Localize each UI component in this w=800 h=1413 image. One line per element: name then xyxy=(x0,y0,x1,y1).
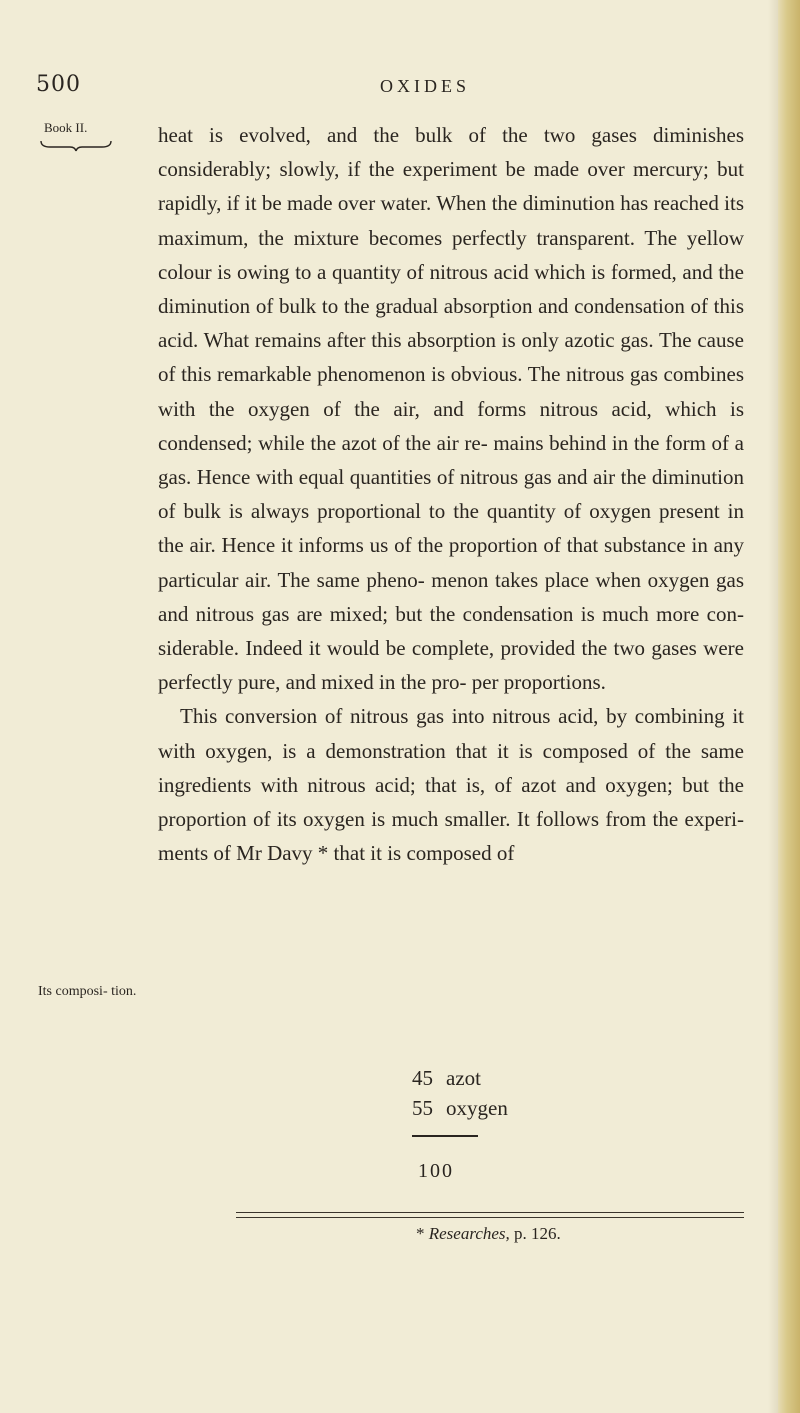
composition-amount: 55 xyxy=(412,1096,433,1120)
composition-row xyxy=(412,1096,532,1126)
footnote xyxy=(416,1224,561,1244)
sum-rule xyxy=(412,1135,478,1137)
margin-book-label: Book II. xyxy=(44,120,88,135)
page-gutter-shadow xyxy=(768,0,778,1413)
main-text xyxy=(158,118,744,870)
body-paragraph: This conversion of nitrous gas into nitrous acid, by combining it with oxygen, is a demonstration that it is composed of the same ingredients with nitrous acid; that is, of azot and oxygen; but the proportion of its oxygen is much smaller. It follows from the experi- ments of Mr Davy * that it is composed of xyxy=(158,704,744,866)
page-number: 500 xyxy=(36,72,81,97)
body-paragraph: heat is evolved, and the bulk of the two gases diminishes considerably; slowly, if the experiment be made over mercury; but rapidly, if it be made over water. When the diminution has reached its maximum, the mixture becomes perfectly transparent. The yellow colour is owing to a quantity of nitrous acid which is formed, and the diminution of bulk to the gradual absorption and condensation of this acid. What remains after this absorption is only azotic gas. The cause of this remarkable phenomenon is obvious. The nitrous gas combines with the oxygen of the air, and forms nitrous acid, which is condensed; while the azot of the air re- mains behind in the form of a gas. Hence with equal quantities of nitrous gas and air the diminution of bulk is always proportional to the quantity of oxygen present in the air. Hence it informs us of the proportion of that substance in any particular air. The same pheno- menon takes place when oxygen gas and nitrous gas are mixed; but the condensation is much more con- siderable. Indeed it would be complete, provided the two gases were perfectly pure, and mixed in the pro- per proportions. xyxy=(158,123,744,695)
footnote-rule xyxy=(236,1212,744,1218)
brace-icon xyxy=(40,140,112,152)
running-title: OXIDES xyxy=(380,76,470,96)
footnote-page-ref: p. 126. xyxy=(514,1224,561,1243)
page-edge xyxy=(778,0,800,1413)
composition-substance: oxygen xyxy=(446,1096,508,1120)
composition-total: 100 xyxy=(418,1160,454,1182)
composition-substance: azot xyxy=(446,1066,481,1090)
margin-side-note: Its composi- tion. xyxy=(38,984,137,999)
footnote-title: Researches, xyxy=(428,1224,510,1243)
composition-table xyxy=(412,1066,532,1126)
composition-row xyxy=(412,1066,532,1096)
composition-amount: 45 xyxy=(412,1066,433,1090)
footnote-marker: * xyxy=(416,1224,425,1243)
page-header xyxy=(0,64,800,104)
